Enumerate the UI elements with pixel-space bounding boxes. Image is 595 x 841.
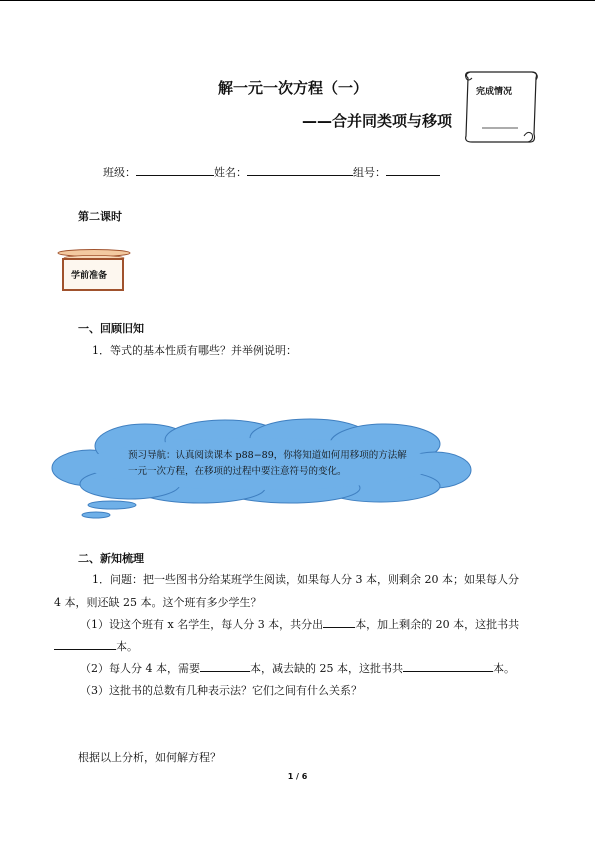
sub2-text-b: 本，减去缺的 25 本，这批书共 <box>250 662 403 675</box>
prep-label: 学前准备 <box>71 271 108 281</box>
name-field[interactable] <box>247 165 353 176</box>
sub1-text-b: 本，加上剩余的 20 本，这批书共 <box>355 618 520 631</box>
top-rule <box>0 0 595 1</box>
analysis-prompt: 根据以上分析，如何解方程？ <box>78 751 221 764</box>
section1-question: 1．等式的基本性质有哪些？并举例说明： <box>92 344 297 357</box>
sub-question-2 <box>80 660 515 676</box>
guide-line-1: 预习导航：认真阅读课本 p88−89，你将知道如何用移项的方法解 <box>128 450 407 461</box>
page-number: 1 / 6 <box>287 772 308 781</box>
sub-question-3: （3）这批书的总数有几种表示法？它们之间有什么关系？ <box>80 684 362 697</box>
sub2-text-c: 本。 <box>493 662 515 675</box>
sub1-blank-1[interactable] <box>323 617 355 628</box>
guide-line-2: 一元一次方程，在移项的过程中要注意符号的变化。 <box>128 466 347 477</box>
page-title: 解一元一次方程（一） <box>218 79 369 97</box>
sub1-blank-2[interactable] <box>54 639 116 650</box>
class-field[interactable] <box>136 165 214 176</box>
problem-line-2: 4 本，则还缺 25 本。这个班有多少学生？ <box>54 596 262 609</box>
page-subtitle: ——合并同类项与移项 <box>302 112 453 130</box>
sub-question-1 <box>80 616 519 632</box>
completion-status-label: 完成情况 <box>476 87 513 97</box>
student-info-line <box>103 164 440 180</box>
section2-heading: 二、新知梳理 <box>78 552 144 565</box>
name-label: 姓名： <box>214 166 247 179</box>
sub1-text-a: （1）设这个班有 x 名学生，每人分 3 本，共分出 <box>80 618 324 631</box>
group-label: 组号： <box>353 166 386 179</box>
sub2-blank-1[interactable] <box>200 661 250 672</box>
sub-question-1-cont <box>54 638 138 654</box>
sub2-text-a: （2）每人分 4 本，需要 <box>80 662 200 675</box>
completion-scroll-icon <box>462 70 540 146</box>
class-label: 班级： <box>103 166 136 179</box>
sub1-text-c: 本。 <box>116 640 138 653</box>
sub2-blank-2[interactable] <box>403 661 493 672</box>
section1-heading: 一、回顾旧知 <box>78 322 144 335</box>
problem-line-1: 1．问题：把一些图书分给某班学生阅读，如果每人分 3 本，则剩余 20 本；如果每人分 <box>92 573 519 586</box>
group-field[interactable] <box>386 165 440 176</box>
session-label: 第二课时 <box>78 210 122 223</box>
